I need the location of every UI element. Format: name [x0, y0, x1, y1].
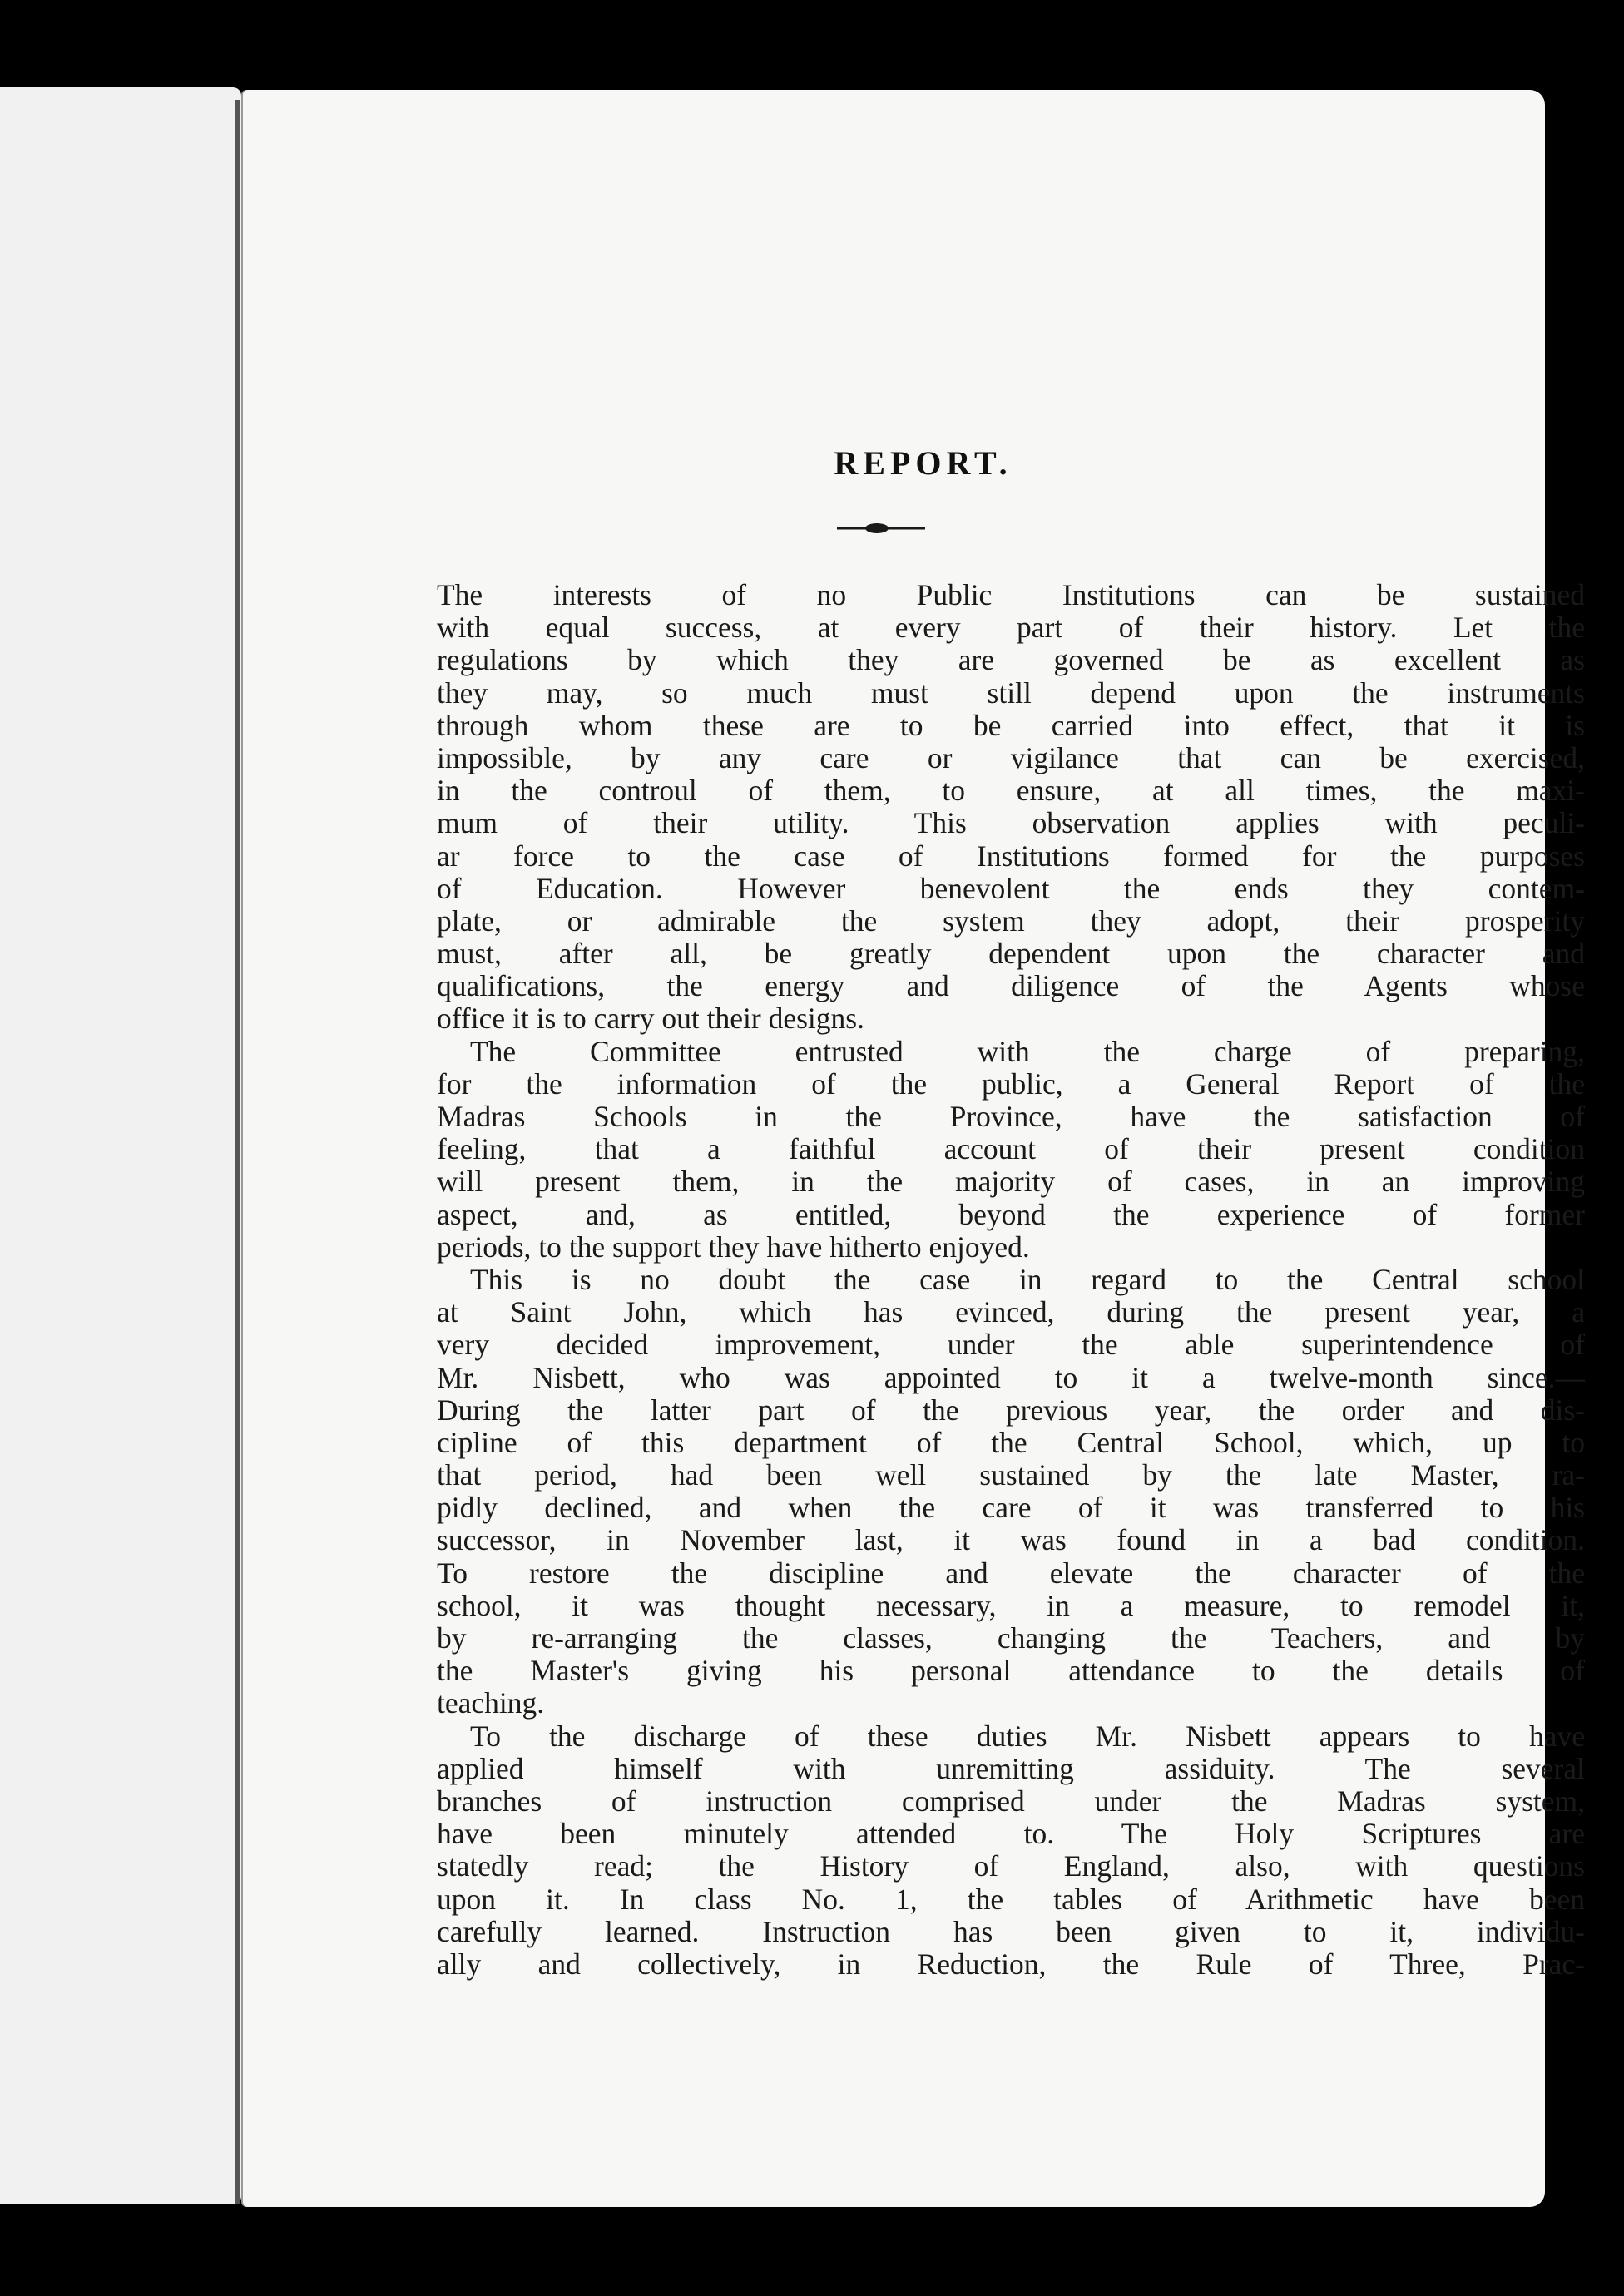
text-line: ar force to the case of Institutions formed for the purposes: [437, 839, 1585, 873]
text-line: impossible, by any care or vigilance that can be exercised,: [437, 740, 1585, 774]
book-gutter: [235, 100, 240, 2204]
text-line: pidly declined, and when the care of it was transferred to his: [437, 1491, 1585, 1525]
text-line: ally and collectively, in Reduction, the Rule of Three, Prac-: [437, 1947, 1585, 1981]
text-line: Mr. Nisbett, who was appointed to it a twelve-month since.—: [437, 1360, 1585, 1394]
text-line: The Committee entrusted with the charge of preparing,: [470, 1034, 1585, 1068]
text-line: To the discharge of these duties Mr. Nisbett appears to have: [470, 1719, 1585, 1753]
text-line: plate, or admirable the system they adopt, their prosperity: [437, 903, 1585, 938]
text-line: feeling, that a faithful account of their present condition: [437, 1132, 1585, 1166]
text-line: upon it. In class No. 1, the tables of Arithmetic have been: [437, 1882, 1585, 1916]
text-line: in the controul of them, to ensure, at all times, the maxi-: [437, 774, 1585, 808]
text-line: the Master's giving his personal attendance to the details of: [437, 1654, 1585, 1688]
text-line: of Education. However benevolent the ends they contem-: [437, 871, 1585, 905]
text-line: To restore the discipline and elevate the character of the: [437, 1556, 1585, 1590]
text-line: statedly read; the History of England, also, with questions: [437, 1849, 1585, 1883]
text-line: regulations by which they are governed be as excellent as: [437, 643, 1585, 677]
text-line: branches of instruction comprised under the Madras system,: [437, 1784, 1585, 1818]
text-line: must, after all, be greatly dependent upon the character and: [437, 937, 1585, 971]
page-title: REPORT.: [834, 444, 1013, 482]
text-line: cipline of this department of the Central School, which, up to: [437, 1425, 1585, 1459]
right-page: [243, 90, 1585, 2207]
text-line: qualifications, the energy and diligence of the Agents whose: [437, 969, 1585, 1003]
text-line: very decided improvement, under the able superintendence of: [437, 1328, 1585, 1362]
text-line: through whom these are to be carried into effect, that it is: [437, 708, 1585, 742]
text-line: school, it was thought necessary, in a measure, to remodel it,: [437, 1588, 1585, 1622]
text-line: by re-arranging the classes, changing the Teachers, and by: [437, 1621, 1585, 1655]
text-line: teaching.: [437, 1686, 545, 1720]
text-line: they may, so much must still depend upon the instruments: [437, 675, 1585, 710]
text-line: with equal success, at every part of their history. Let the: [437, 611, 1585, 645]
ornament-divider-icon: [835, 518, 927, 538]
text-line: This is no doubt the case in regard to the Central school: [470, 1262, 1585, 1296]
text-line: mum of their utility. This observation applies with peculi-: [437, 806, 1585, 840]
text-line: successor, in November last, it was found in a bad condition.: [437, 1523, 1585, 1557]
text-line: periods, to the support they have hitherto enjoyed.: [437, 1230, 1030, 1264]
text-line: applied himself with unremitting assiduity. The several: [437, 1751, 1585, 1785]
report-body-text: [437, 579, 1585, 1981]
text-line: that period, had been well sustained by the late Master, ra-: [437, 1458, 1585, 1492]
text-line: carefully learned. Instruction has been given to it, individu-: [437, 1914, 1585, 1948]
text-line: Madras Schools in the Province, have the satisfaction of: [437, 1100, 1585, 1133]
text-line: at Saint John, which has evinced, during the present year, a: [437, 1295, 1585, 1329]
text-line: have been minutely attended to. The Holy Scriptures are: [437, 1817, 1585, 1851]
left-page: [0, 87, 241, 2204]
text-line: aspect, and, as entitled, beyond the experience of former: [437, 1197, 1585, 1231]
text-line: The interests of no Public Institutions can be sustained: [437, 578, 1585, 611]
text-line: During the latter part of the previous year, the order and dis-: [437, 1393, 1585, 1427]
text-line: will present them, in the majority of cases, in an improving: [437, 1165, 1585, 1199]
text-line: office it is to carry out their designs.: [437, 1002, 864, 1036]
text-line: for the information of the public, a General Report of the: [437, 1066, 1585, 1101]
